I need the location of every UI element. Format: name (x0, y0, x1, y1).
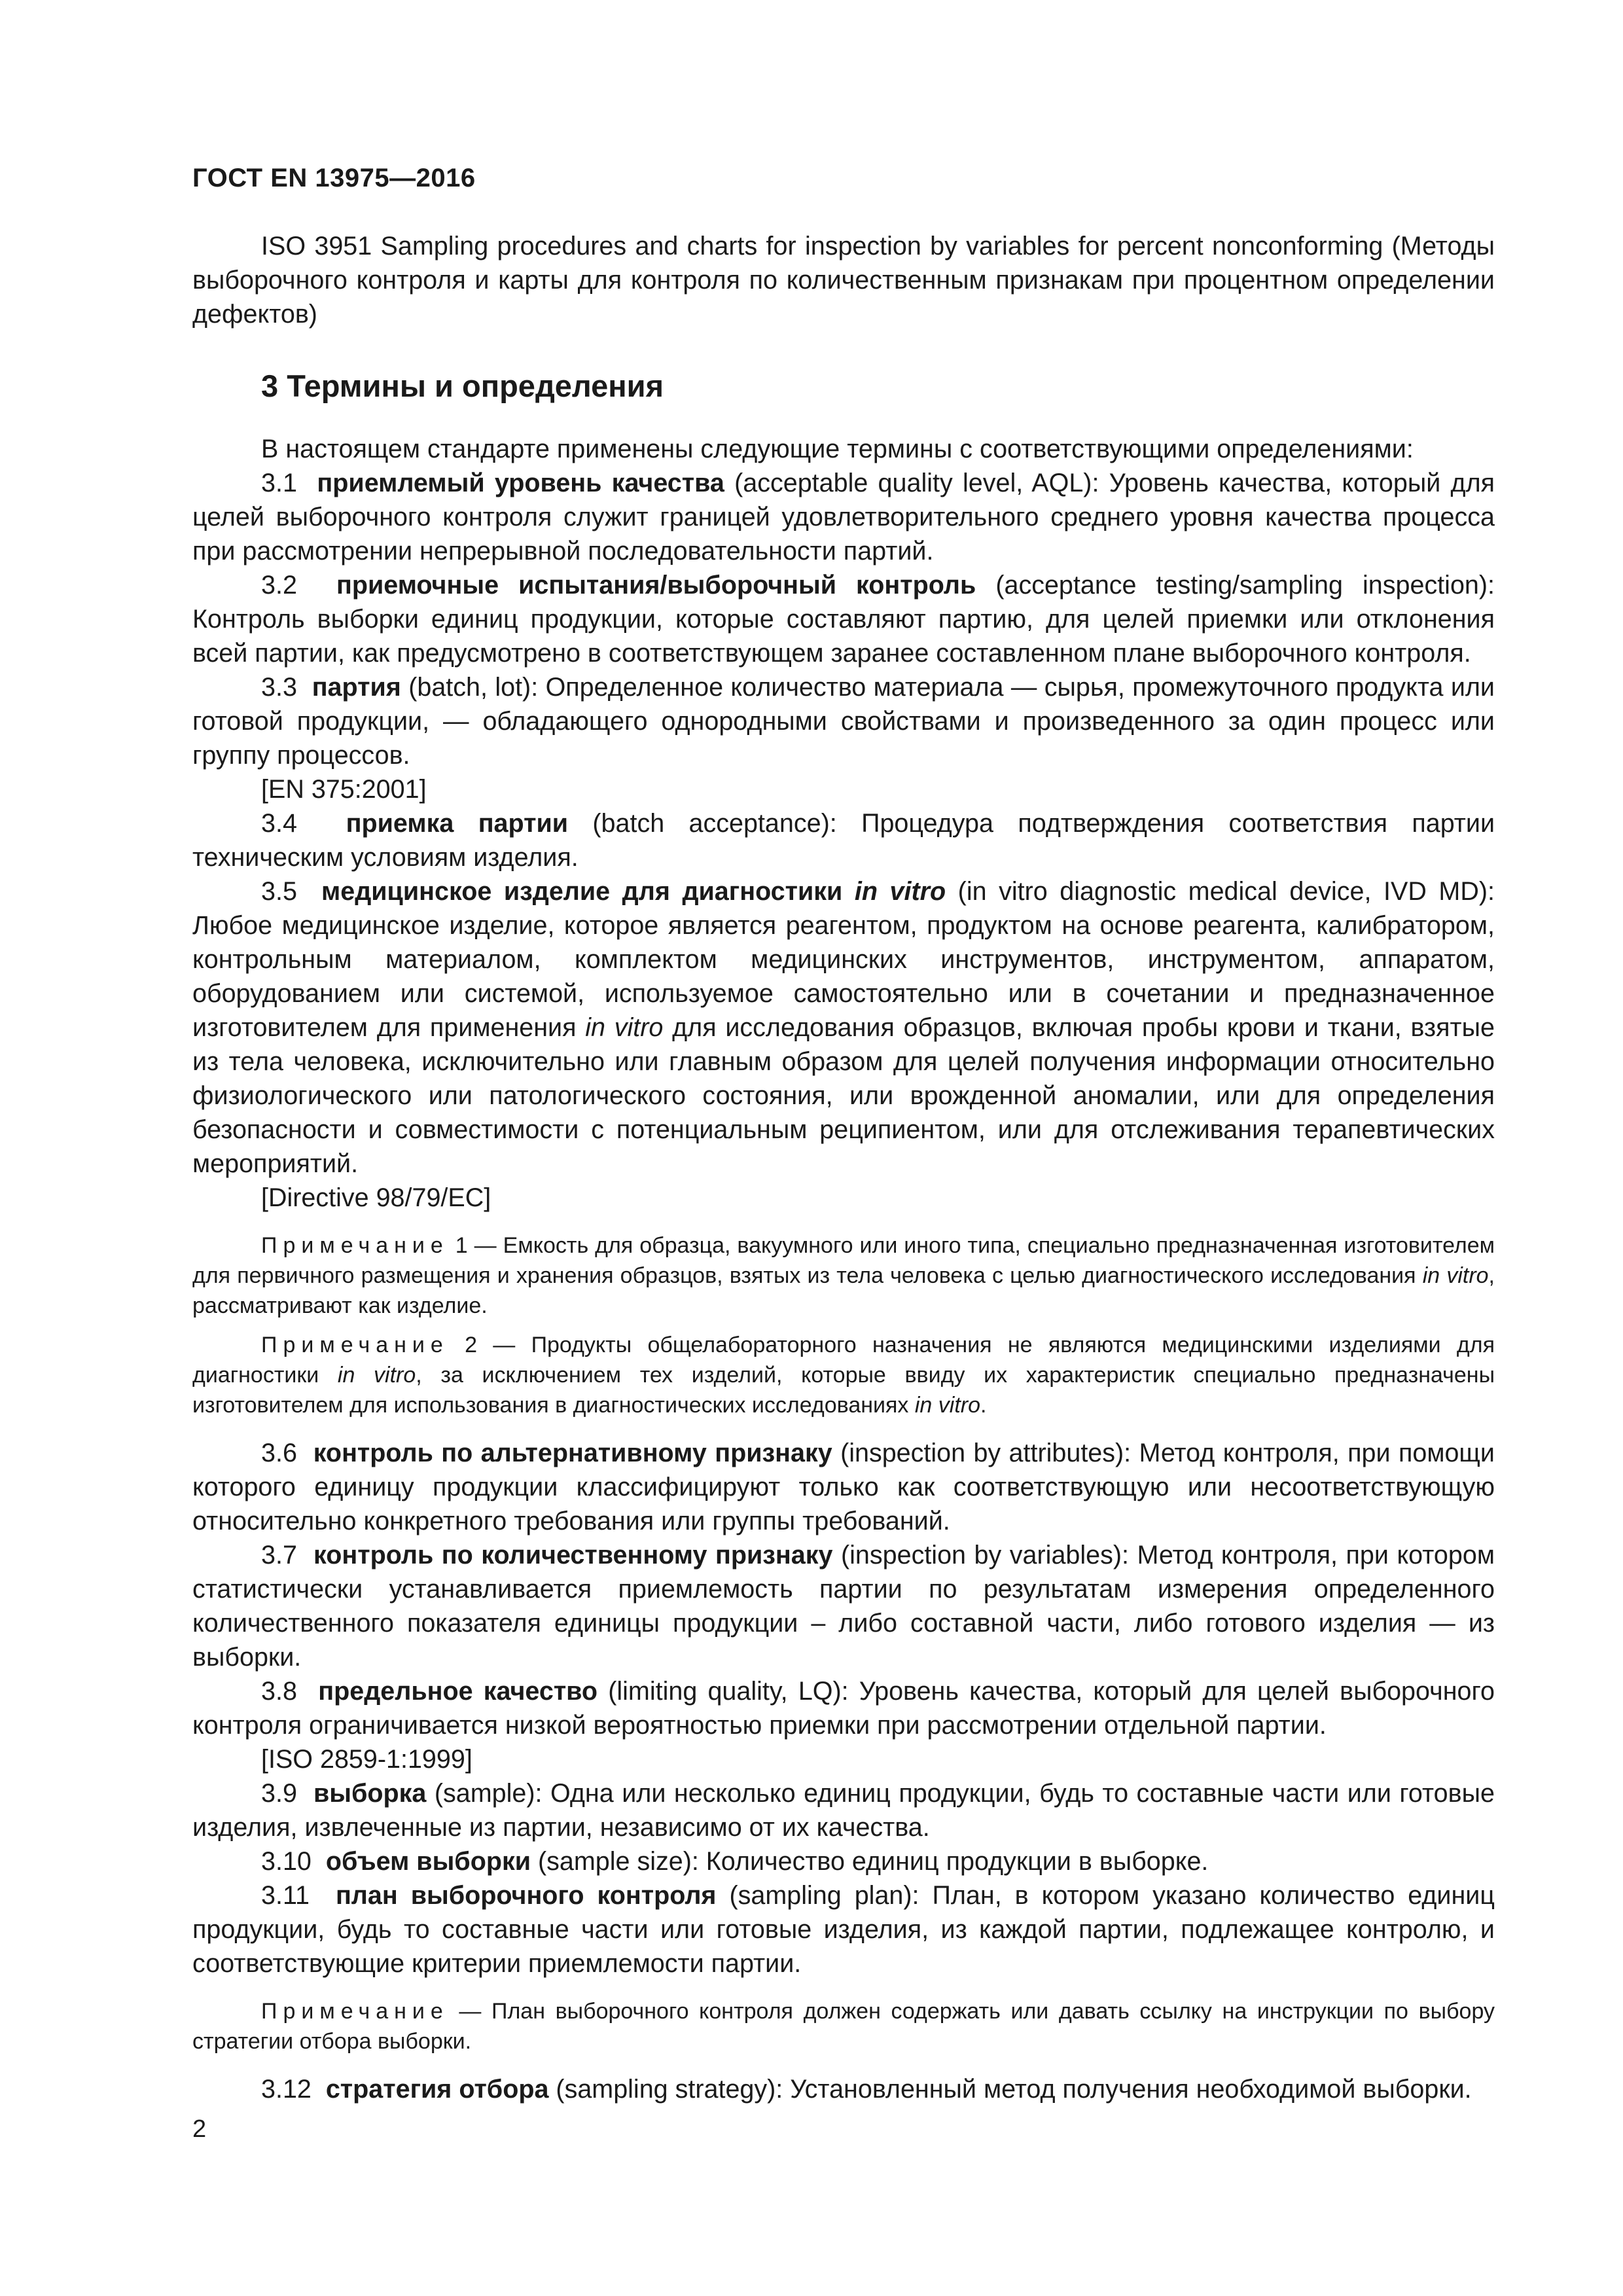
term-3-3 (192, 670, 1495, 772)
term-definition: (batch, lot): Определенное количество материала — сырья, промежуточного продукта или готовой продукции, — обладающего однородными свойствами и произведенного за один процесс или группу процессов. (192, 673, 1495, 770)
term-name: приемлемый уровень качества (317, 469, 724, 497)
reference-iso3951: ISO 3951 Sampling procedures and charts for inspection by variables for percent nonconforming (Методы выборочного контроля и карты для контроля по количественным признакам при процентном определении дефектов) (192, 232, 1495, 329)
page-number: 2 (192, 2115, 207, 2143)
term-number: 3.2 (261, 571, 297, 600)
term-name: контроль по количественному признаку (313, 1541, 833, 1570)
term-3-7 (192, 1538, 1495, 1674)
term-name: партия (312, 673, 401, 702)
term-3-6 (192, 1436, 1495, 1538)
note-label: Примечание (261, 1999, 449, 2024)
term-definition-cont: для исследования образцов, включая пробы крови и ткани, взятые из тела человека, исключительно или главным образом для целей получения информации относительно физиологического или патологического состояния, или врожденной аномалии, или для определения безопасности и совместимости с потенциальным реципиентом, или для отслеживания терапевтических мероприятий. (192, 1013, 1495, 1178)
term-number: 3.1 (261, 469, 297, 497)
term-number: 3.7 (261, 1541, 297, 1570)
note-3: Примечание — План выборочного контроля должен содержать или давать ссылку на инструкции по выбору стратегии отбора выборки. (192, 1999, 1495, 2054)
term-name: выборка (313, 1779, 427, 1808)
term-number: 3.12 (261, 2075, 312, 2104)
term-number: 3.9 (261, 1779, 297, 1808)
term-3-8 (192, 1674, 1495, 1742)
term-definition: (limiting quality, LQ): Уровень качества, который для целей выборочного контроля ограничивается низкой вероятностью приемки при рассмотрении отдельной партии. (192, 1677, 1495, 1740)
term-definition: (acceptable quality level, AQL): Уровень качества, который для целей выборочного контроля служит границей удовлетворительного среднего уровня качества процесса при рассмотрении непрерывной последовательности партий. (192, 469, 1495, 565)
term-name: объем выборки (325, 1847, 531, 1876)
term-definition: (inspection by attributes): Метод контроля, при помощи которого единицу продукции классифицируют только как соответствующую или несоответствующую относительно конкретного требования или группы требований. (192, 1439, 1495, 1535)
term-number: 3.6 (261, 1439, 297, 1467)
term-number: 3.10 (261, 1847, 312, 1876)
term-name: план выборочного контроля (335, 1881, 717, 1910)
section-title: 3 Термины и определения (261, 368, 664, 403)
term-3-11 (192, 1878, 1495, 1981)
note-label: Примечание (261, 1233, 449, 1258)
term-3-4 (192, 806, 1495, 874)
term-definition: (inspection by variables): Метод контроля, при котором статистически устанавливается приемлемость партии по результатам измерения определенного количественного показателя единицы продукции – либо составной части, либо готового изделия — из выборки. (192, 1541, 1495, 1672)
notes-3-11 (192, 1996, 1495, 2056)
term-definition: (sampling plan): План, в котором указано количество единиц продукции, будь то составные части или готовые изделия, из каждой партии, подлежащее контролю, и соответствующие критерии приемлемости партии. (192, 1881, 1495, 1978)
term-3-5 (192, 874, 1495, 1181)
note-2: Примечание 2 — Продукты общелабораторного назначения не являются медицинскими изделиями для диагностики in vitro, за исключением тех изделий, которые ввиду их характеристик специально предназначены изготовителем для использования в диагностических исследованиях in vitro. (192, 1333, 1495, 1418)
term-name: приемочные испытания/выборочный контроль (336, 571, 976, 600)
term-number: 3.4 (261, 809, 297, 838)
term-3-12 (192, 2072, 1495, 2106)
term-number: 3.5 (261, 877, 297, 906)
section-lead: В настоящем стандарте применены следующие термины с соответствующими определениями: (261, 435, 1414, 463)
term-3-10 (192, 1844, 1495, 1878)
term-definition: (acceptance testing/sampling inspection): Контроль выборки единиц продукции, которые составляют партию, для целей приемки или отклонения всей партии, как предусмотрено в соответствующем заранее составленном плане выборочного контроля. (192, 571, 1495, 668)
term-name: предельное качество (318, 1677, 598, 1706)
term-3-1 (192, 466, 1495, 568)
term-number: 3.8 (261, 1677, 297, 1706)
term-name: приемка партии (346, 809, 569, 838)
term-definition: (batch acceptance): Процедура подтверждения соответствия партии техническим условиям изделия. (192, 809, 1495, 872)
term-definition: (sample size): Количество единиц продукции в выборке. (531, 1847, 1209, 1876)
term-number: 3.11 (261, 1881, 310, 1910)
term-3-2 (192, 568, 1495, 670)
document-header: ГОСТ EN 13975—2016 (192, 164, 476, 192)
term-name: медицинское изделие для диагностики in vitro (321, 877, 946, 906)
note-1: Примечание 1 — Емкость для образца, вакуумного или иного типа, специально предназначенная изготовителем для первичного размещения и хранения образцов, взятых из тела человека с целью диагностического исследования in vitro, рассматривают как изделие. (192, 1233, 1495, 1318)
term-definition: (sampling strategy): Установленный метод получения необходимой выборки. (548, 2075, 1472, 2104)
notes-3-5 (192, 1230, 1495, 1420)
note-label: Примечание (261, 1333, 449, 1357)
term-3-8-source: [ISO 2859-1:1999] (261, 1745, 473, 1774)
term-definition-italic: in vitro (585, 1013, 664, 1042)
document-body (192, 229, 1495, 2106)
term-3-3-source: [EN 375:2001] (261, 775, 427, 804)
term-name: контроль по альтернативному признаку (313, 1439, 832, 1467)
term-3-5-source: [Directive 98/79/EC] (261, 1183, 491, 1212)
term-3-9 (192, 1776, 1495, 1844)
term-definition: (sample): Одна или несколько единиц продукции, будь то составные части или готовые изделия, извлеченные из партии, независимо от их качества. (192, 1779, 1495, 1842)
term-name: стратегия отбора (325, 2075, 549, 2104)
term-definition: (in vitro diagnostic medical device, IVD MD): Любое медицинское изделие, которое является реагентом, продуктом на основе реагента, калибратором, контрольным материалом, комплектом медицинских инструментов, инструментом, аппаратом, оборудованием или системой, используемое самостоятельно или в сочетании и предназначенное изготовителем для применения (192, 877, 1495, 1042)
term-number: 3.3 (261, 673, 297, 702)
